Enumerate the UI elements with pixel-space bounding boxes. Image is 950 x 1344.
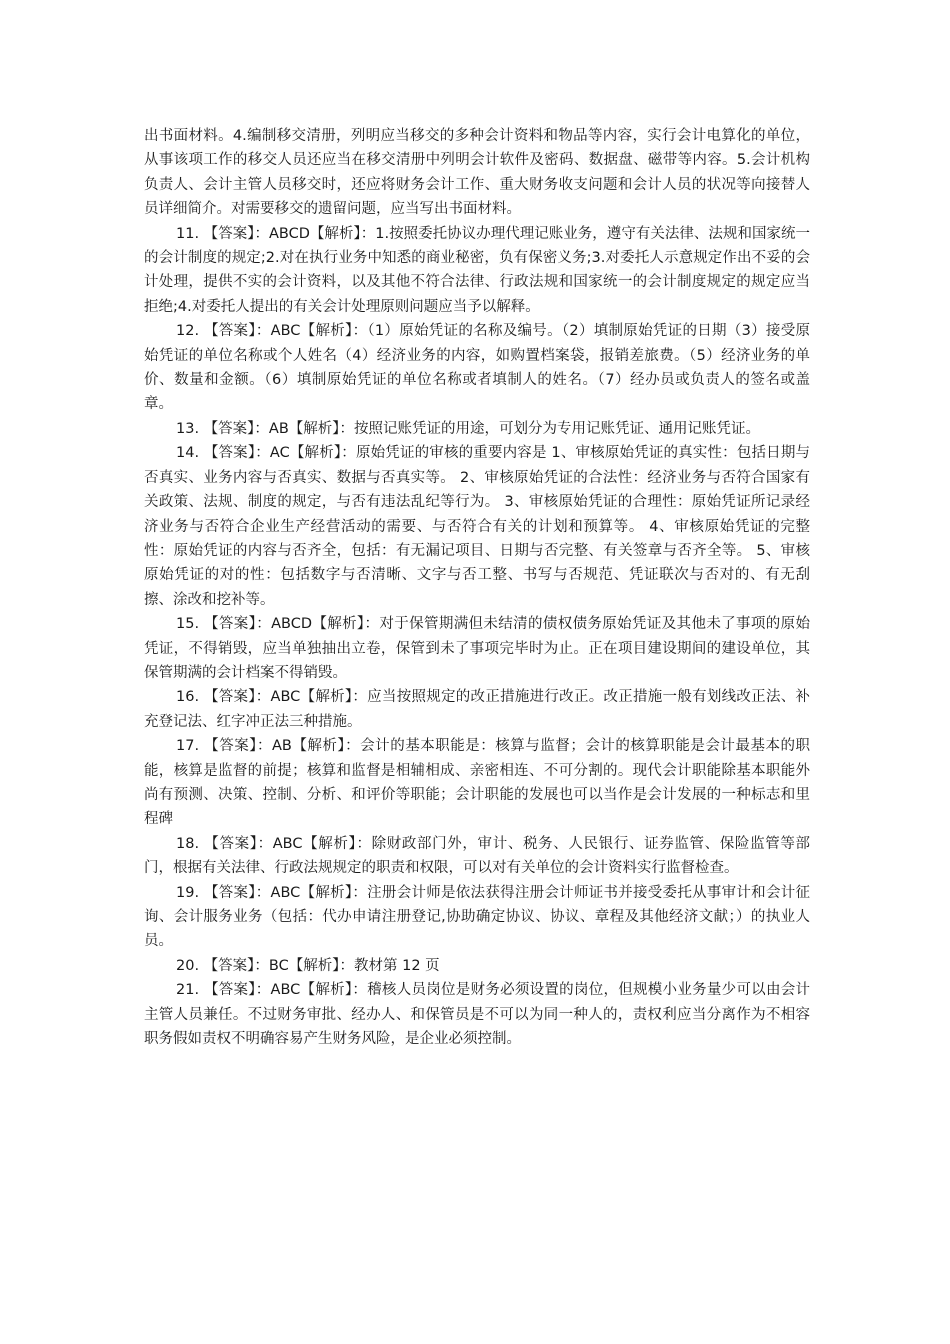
answer-paragraph-20: 20. 【答案】：BC【解析】：教材第 12 页 [176, 957, 440, 974]
answer-paragraph-14: 14. 【答案】：AC【解析】：原始凭证的审核的重要内容是 1、审核原始凭证的真实性：包括日期与否真实、业务内容与否真实、数据与否真实等。 2、审核原始凭证的合法性：经济业务与否符合国家有关政策、法规、制度的规定，与否有违法乱纪等行为。 3、审核原始凭证的合理性：原始凭证所记录经济业务与否符合企业生产经营活动的需要、与否符合有关的计划和预算等。 4、审核原始凭证的完整性：原始凭证的内容与否齐全，包括：有无漏记项目、日期与否完整、有关签章与否齐全等。 5、审核原始凭证的对的性：包括数字与否清晰、文字与否工整、书写与否规范、凭证联次与否对的、有无刮擦、涂改和挖补等。 [144, 445, 810, 608]
answer-paragraph-13: 13. 【答案】：AB【解析】：按照记账凭证的用途，可划分为专用记账凭证、通用记账凭证。 [176, 420, 761, 437]
answer-paragraph-12: 12. 【答案】：ABC【解析】：（1）原始凭证的名称及编号。（2）填制原始凭证的日期（3）接受原始凭证的单位名称或个人姓名（4）经济业务的内容，如购置档案袋，报销差旅费。（5）经济业务的单价、数量和金额。（6）填制原始凭证的单位名称或者填制人的姓名。（7）经办员或负责人的签名或盖章。 [144, 323, 810, 413]
answer-paragraph-15: 15. 【答案】：ABCD【解析】：对于保管期满但未结清的债权债务原始凭证及其他未了事项的原始凭证，不得销毁，应当单独抽出立卷，保管到未了事项完毕时为止。正在项目建设期间的建设单位，其保管期满的会计档案不得销毁。 [144, 616, 810, 681]
document-page [144, 124, 810, 1051]
answer-paragraph-19: 19. 【答案】：ABC【解析】：注册会计师是依法获得注册会计师证书并接受委托从事审计和会计征询、会计服务业务（包括：代办申请注册登记,协助确定协议、协议、章程及其他经济文献；）的执业人员。 [144, 884, 810, 950]
answer-paragraph-16: 16. 【答案】：ABC【解析】：应当按照规定的改正措施进行改正。改正措施一般有划线改正法、补充登记法、红字冲正法三种措施。 [144, 689, 810, 730]
answer-paragraph-11: 11. 【答案】：ABCD【解析】：1.按照委托协议办理代理记账业务，遵守有关法律、法规和国家统一的会计制度的规定;2.对在执行业务中知悉的商业秘密，负有保密义务;3.对委托人示意规定作出不妥的会计处理，提供不实的会计资料，以及其他不符合法律、行政法规和国家统一的会计制度规定的规定应当拒绝;4.对委托人提出的有关会计处理原则问题应当予以解释。 [144, 225, 810, 315]
answer-paragraph-17: 17. 【答案】：AB【解析】：会计的基本职能是：核算与监督；会计的核算职能是会计最基本的职能，核算是监督的前提；核算和监督是相辅相成、亲密相连、不可分割的。现代会计职能除基本职能外尚有预测、决策、控制、分析、和评价等职能；会计职能的发展也可以当作是会计发展的一种标志和里程碑 [144, 738, 810, 828]
paragraph-continuation: 出书面材料。4.编制移交清册，列明应当移交的多种会计资料和物品等内容，实行会计电算化的单位，从事该项工作的移交人员还应当在移交清册中列明会计软件及密码、数据盘、磁带等内容。5.会计机构负责人、会计主管人员移交时，还应将财务会计工作、重大财务收支问题和会计人员的状况等向接替人员详细简介。对需要移交的遗留问题，应当写出书面材料。 [144, 128, 810, 218]
answer-paragraph-21: 21. 【答案】：ABC【解析】：稽核人员岗位是财务必须设置的岗位，但规模小业务量少可以由会计主管人员兼任。不过财务审批、经办人、和保管员是不可以为同一种人的，责权利应当分离作为不相容职务假如责权不明确容易产生财务风险，是企业必须控制。 [144, 982, 810, 1048]
answer-paragraph-18: 18. 【答案】：ABC【解析】：除财政部门外，审计、税务、人民银行、证券监管、保险监管等部门，根据有关法律、行政法规规定的职责和权限，可以对有关单位的会计资料实行监督检查。 [144, 835, 810, 877]
